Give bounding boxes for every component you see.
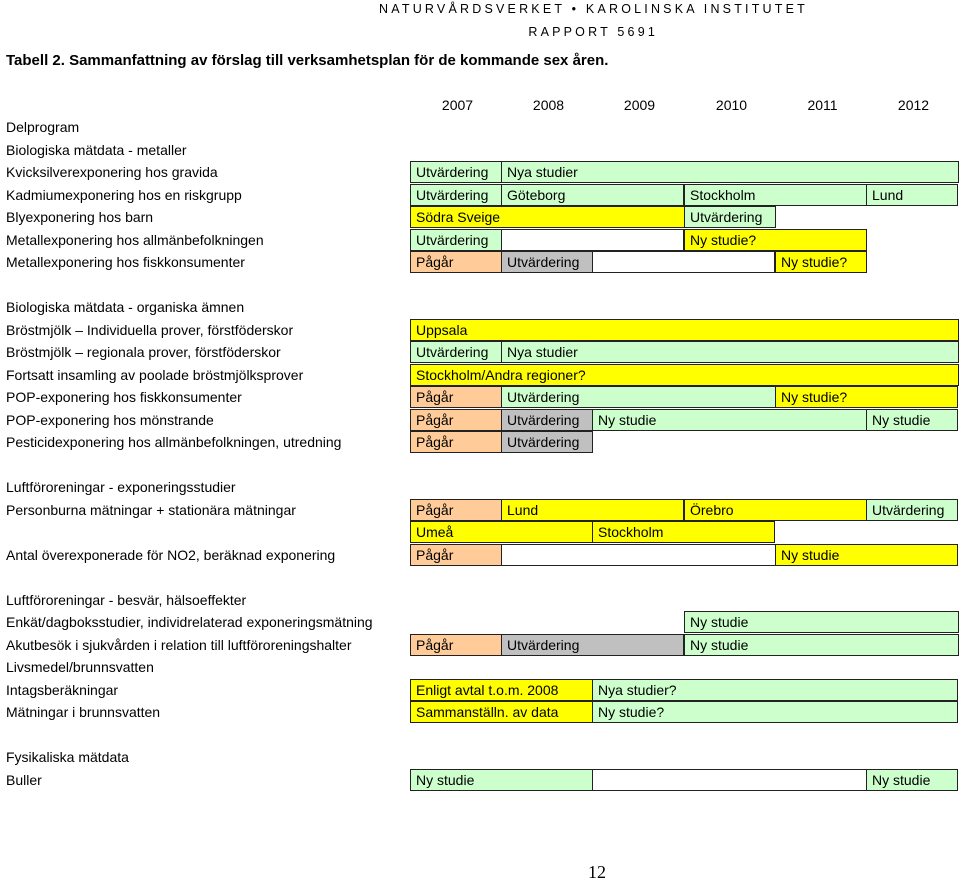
table-row [0,341,960,363]
year-2012: 2012 [897,97,930,113]
timeline-cell: Ny studie [592,409,867,431]
table-row [0,319,960,341]
timeline-cell: Ny studie [684,611,959,633]
table-row [0,589,960,611]
timeline-cell: Södra Sveige [410,206,685,228]
timeline-cell: Utvärdering [501,634,684,656]
row-label: Buller [6,771,42,788]
timeline-cell: Ny studie? [592,701,958,723]
timeline-cell: Lund [866,184,958,206]
timeline-cell: Lund [501,499,684,521]
row-label: Intagsberäkningar [6,681,119,698]
row-label: Bröstmjölk – Individuella prover, förstföderskor [6,321,294,338]
table-row [0,656,960,678]
timeline-cell: Ny studie [866,409,958,431]
timeline-cell [501,229,684,251]
table-row [0,409,960,431]
timeline-cell: Stockholm [684,184,867,206]
table-row [0,769,960,791]
row-label: Metallexponering hos allmänbefolkningen [6,231,264,248]
row-label: Luftföroreningar - exponeringsstudier [6,479,236,495]
timeline-cell: Stockholm/Andra regioner? [410,364,959,386]
table-row [0,274,960,296]
table-row [0,746,960,768]
table-row [0,454,960,476]
timeline-cell: Pågår [410,251,502,273]
row-label: Blyexponering hos barn [6,209,154,225]
row-label: Antal överexponerade för NO2, beräknad exponering [6,546,336,563]
timeline-cell: Uppsala [410,319,959,341]
row-label: Livsmedel/brunnsvatten [6,659,154,675]
row-label: Delprogram [6,119,80,135]
row-label: POP-exponering hos mönstrande [6,411,214,428]
table-row [0,364,960,386]
timeline-cell: Pågår [410,499,502,521]
table-row [0,499,960,521]
timeline-cell: Umeå [410,521,593,543]
row-label: POP-exponering hos fiskkonsumenter [6,389,242,405]
year-header-row [0,97,960,117]
table-row [0,679,960,701]
timeline-cell: Enligt avtal t.o.m. 2008 [410,679,593,701]
row-label: Kadmiumexponering hos en riskgrupp [6,186,242,203]
timeline-cell: Sammanställn. av data [410,701,593,723]
row-label: Fysikaliska mätdata [6,749,129,765]
row-label: Metallexponering hos fiskkonsumenter [6,254,245,270]
table-row [0,116,960,138]
timeline-cell: Pågår [410,386,502,408]
timeline-cell: Ny studie? [775,251,867,273]
report-header-org: NATURVÅRDSVERKET • KAROLINSKA INSTITUTET [379,2,808,16]
timeline-cell: Utvärdering [866,499,958,521]
table-row [0,251,960,273]
table-row [0,611,960,633]
table-row [0,386,960,408]
report-header-number: RAPPORT 5691 [528,25,658,39]
row-label: Personburna mätningar + stationära mätningar [6,501,296,518]
year-2008: 2008 [532,97,565,113]
page-number: 12 [588,862,606,882]
table-row [0,701,960,723]
table-row [0,476,960,498]
row-label: Akutbesök i sjukvården i relation till luftföroreningshalter [6,636,352,653]
timeline-cell [592,251,775,273]
table-row [0,521,960,543]
row-label: Enkät/dagboksstudier, individrelaterad exponeringsmätning [6,614,373,630]
year-2007: 2007 [441,97,474,113]
row-label: Mätningar i brunnsvatten [6,704,161,720]
table-row [0,296,960,318]
timeline-cell: Pågår [410,544,502,566]
timeline-cell [501,544,776,566]
table-row [0,544,960,566]
timeline-cell: Örebro [684,499,867,521]
row-label: Bröstmjölk – regionala prover, förstföderskor [6,344,281,360]
timeline-cell: Utvärdering [501,409,593,431]
table-row [0,184,960,206]
timeline-cell: Utvärdering [410,184,502,206]
timeline-cell: Ny studie [775,544,958,566]
row-label: Biologiska mätdata - metaller [6,141,187,158]
timeline-cell: Stockholm [592,521,775,543]
table-row [0,229,960,251]
timeline-cell: Ny studie? [684,229,867,251]
table-row [0,139,960,161]
year-2011: 2011 [807,97,838,113]
row-label: Pesticidexponering hos allmänbefolkningen, utredning [6,434,342,450]
timeline-cell: Utvärdering [501,386,776,408]
row-label: Biologiska mätdata - organiska ämnen [6,299,245,315]
table-row [0,566,960,588]
timeline-cell: Ny studie [866,769,958,791]
timeline-cell: Pågår [410,409,502,431]
table-row [0,724,960,746]
table-row [0,431,960,453]
timeline-cell: Nya studier? [592,679,958,701]
timeline-cell: Pågår [410,634,502,656]
row-label: Luftföroreningar - besvär, hälsoeffekter [6,591,247,608]
timeline-cell: Ny studie [684,634,959,656]
timeline-cell: Nya studier [501,161,959,183]
timeline-cell: Utvärdering [410,229,502,251]
table-row [0,206,960,228]
table-row [0,634,960,656]
timeline-cell: Utvärdering [410,341,502,363]
timeline-cell: Pågår [410,431,502,453]
timeline-cell [592,769,867,791]
timeline-cell: Utvärdering [684,206,776,228]
timeline-cell: Nya studier [501,341,959,363]
timeline-cell: Utvärdering [501,431,593,453]
timeline-cell: Utvärdering [410,161,502,183]
year-2009: 2009 [623,97,656,113]
row-label: Fortsatt insamling av poolade bröstmjölksprover [6,366,304,383]
year-2010: 2010 [715,97,748,113]
table-row [0,161,960,183]
table-title: Tabell 2. Sammanfattning av förslag till verksamhetsplan för de kommande sex åren. [6,52,609,69]
timeline-cell: Utvärdering [501,251,593,273]
timeline-cell: Ny studie [410,769,593,791]
row-label: Kvicksilverexponering hos gravida [6,164,218,180]
timeline-cell: Göteborg [501,184,684,206]
timeline-cell: Ny studie? [775,386,958,408]
